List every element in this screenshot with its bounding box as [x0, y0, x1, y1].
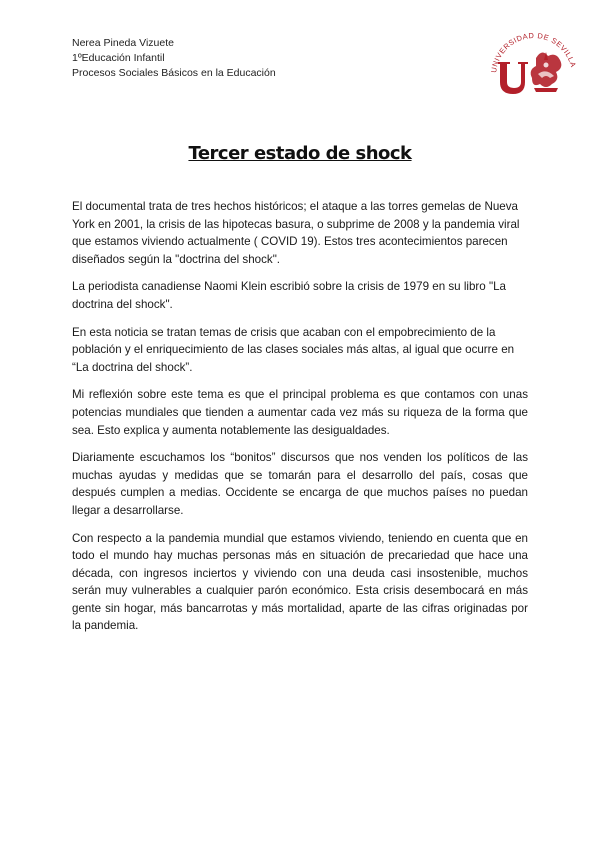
logo-emblem	[531, 52, 562, 92]
paragraph: Mi reflexión sobre este tema es que el principal problema es que contamos con unas potencias mundiales que tienden a aumentar cada vez más su riqueza de la forma que sea. Esto explica y aumenta notablemente las desigualdades.	[72, 388, 528, 437]
paragraph: Con respecto a la pandemia mundial que estamos viviendo, teniendo en cuenta que en todo el mundo hay muchas personas más en situación de precariedad que hace una década, con ingresos inciertos y viviendo con una deuda casi insostenible, muchos serán muy vulnerables a cualquier parón económico. Esta crisis desembocará en más gente sin hogar, más bancarrotas y más mortalidad, aparte de las cifras originadas por la pandemia.	[72, 531, 528, 633]
author-name: Nerea Pineda Vizuete	[72, 37, 174, 49]
paragraph: La periodista canadiense Naomi Klein escribió sobre la crisis de 1979 en su libro "La doctrina del shock".	[72, 280, 506, 311]
subject-name: Procesos Sociales Básicos en la Educación	[72, 67, 276, 79]
university-logo	[486, 18, 582, 98]
logo-text: UNIVERSIDAD DE SEVILLA	[489, 30, 578, 74]
paragraph: Diariamente escuchamos los “bonitos” discursos que nos venden los políticos de las muchas ayudas y medidas que se tomarán para el desarrollo del país, cosas que después cumplen a medias. Occidente se encarga de que muchos países no puedan llegar a desarrollarse.	[72, 451, 528, 517]
paragraph: El documental trata de tres hechos históricos; el ataque a las torres gemelas de Nueva York en 2001, la crisis de las hipotecas basura, o subprime de 2008 y la pandemia viral que estamos viviendo actualmente ( COVID 19). Estos tres acontecimientos parecen diseñados según la "doctrina del shock".	[72, 200, 520, 266]
logo-u-letter	[498, 62, 528, 94]
document-body	[72, 198, 528, 645]
document-header	[72, 36, 276, 81]
document-title: Tercer estado de shock	[188, 143, 412, 164]
course-name: 1ºEducación Infantil	[72, 52, 165, 64]
paragraph: En esta noticia se tratan temas de crisis que acaban con el empobrecimiento de la población y el enriquecimiento de las clases sociales más altas, al igual que ocurre en “La doctrina del shock”.	[72, 325, 515, 374]
